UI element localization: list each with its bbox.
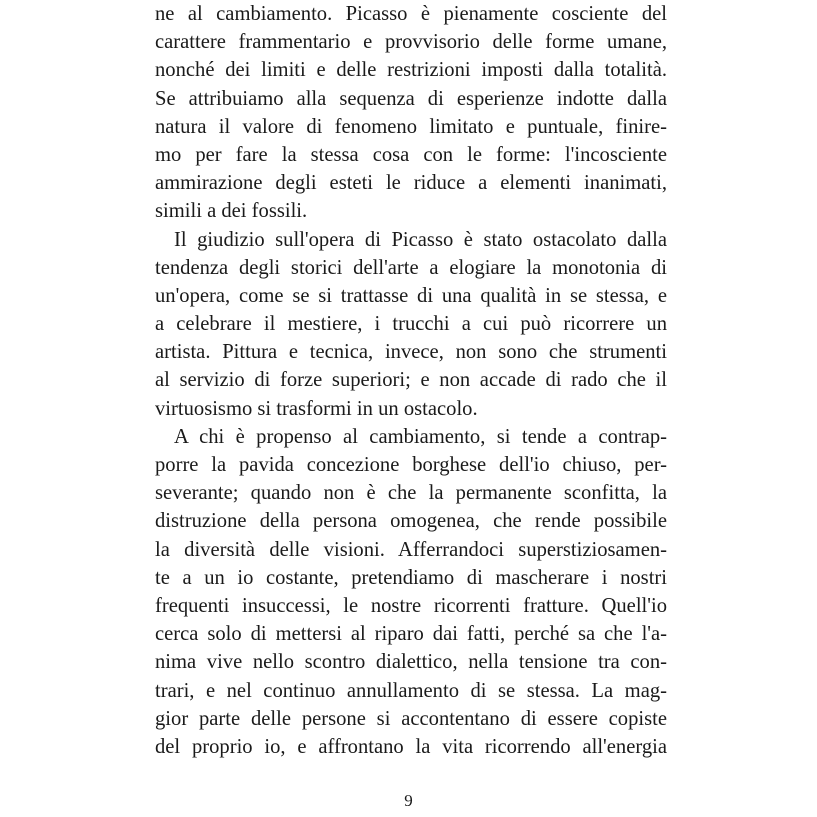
text-line: Se attribuiamo alla sequenza di esperienze indotte dalla	[155, 87, 667, 110]
text-line: ammirazione degli esteti le riduce a elementi inanimati,	[155, 172, 667, 195]
text-line: a celebrare il mestiere, i trucchi a cui può ricorrere un	[155, 313, 667, 336]
text-line: nima vive nello scontro dialettico, nella tensione tra con-	[155, 651, 667, 674]
text-line: la diversità delle visioni. Afferrandoci superstiziosamen-	[155, 538, 667, 561]
text-line: nonché dei limiti e delle restrizioni imposti dalla totalità.	[155, 59, 667, 82]
text-line: ne al cambiamento. Picasso è pienamente cosciente del	[155, 3, 667, 25]
page-number: 9	[404, 791, 413, 810]
text-line: artista. Pittura e tecnica, invece, non sono che strumenti	[155, 341, 667, 364]
text-line: frequenti insuccessi, le nostre ricorrenti fratture. Quell'io	[155, 594, 667, 617]
text-line: al servizio di forze superiori; e non accade di rado che il	[155, 369, 667, 392]
text-line: trari, e nel continuo annullamento di se stessa. La mag-	[155, 679, 667, 702]
text-line: simili a dei fossili.	[155, 200, 308, 223]
text-line: carattere frammentario e provvisorio delle forme umane,	[155, 31, 667, 54]
text-line: cerca solo di mettersi al riparo dai fatti, perché sa che l'a-	[155, 623, 667, 646]
text-line: Il giudizio sull'opera di Picasso è stato ostacolato dalla	[174, 228, 667, 251]
text-line: A chi è propenso al cambiamento, si tende a contrap-	[174, 425, 667, 448]
text-line: virtuosismo si trasformi in un ostacolo.	[155, 397, 478, 420]
text-line: distruzione della persona omogenea, che rende possibile	[155, 510, 667, 533]
text-line: del proprio io, e affrontano la vita ricorrendo all'energia	[155, 735, 667, 758]
body-text	[155, 0, 667, 761]
text-line: porre la pavida concezione borghese dell'io chiuso, per-	[155, 454, 667, 476]
paragraph	[155, 0, 667, 226]
text-line: natura il valore di fenomeno limitato e puntuale, finire-	[155, 115, 667, 138]
paragraph	[155, 423, 667, 761]
text-line: tendenza degli storici dell'arte a elogiare la monotonia di	[155, 256, 667, 279]
text-line: severante; quando non è che la permanente sconfitta, la	[155, 482, 667, 505]
text-line: te a un io costante, pretendiamo di mascherare i nostri	[155, 566, 667, 589]
text-line: un'opera, come se si trattasse di una qualità in se stessa, e	[155, 284, 667, 307]
text-line: mo per fare la stessa cosa con le forme: l'incosciente	[155, 143, 667, 166]
paragraph	[155, 226, 667, 423]
text-line: gior parte delle persone si accontentano di essere copiste	[155, 707, 667, 730]
